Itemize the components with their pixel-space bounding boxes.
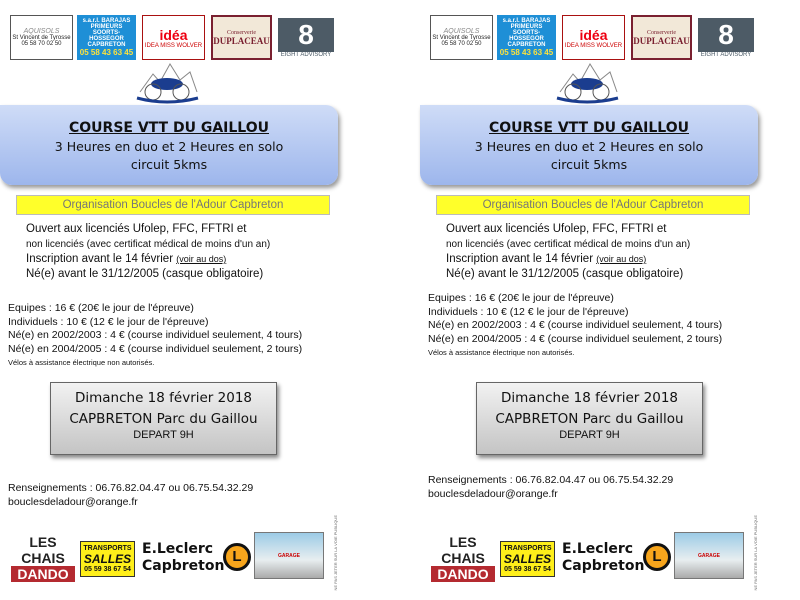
eligibility-block: Ouvert aux licenciés Ufolep, FFC, FFTRI et non licenciés (avec certificat médical de moins d'un an) Inscription avant le 14 février (voir au dos) Né(e) avant le 31/12/2005 (casque obligatoire) (26, 223, 271, 280)
see-back-link: (voir au dos) (596, 254, 647, 264)
leclerc-l-icon: L (223, 543, 251, 571)
event-circuit: circuit 5kms (130, 157, 208, 172)
club-cyclist-logo-icon (555, 62, 620, 104)
prices-block: Equipes : 16 € (20€ le jour de l'épreuve) Individuels : 10 € (12 € le jour de l'épreuve) Né(e) en 2002/2003 : 4 € (course individuel seulement, 4 tours) Né(e) en 2004/2005 : 4 € (course individuel seulement, 2 tours) Vélos à assistance électrique non autorisés. (8, 302, 303, 367)
club-cyclist-logo-icon (135, 62, 200, 104)
title-banner (0, 105, 338, 185)
event-date-box: Dimanche 18 février 2018 CAPBRETON Parc du Gaillou DEPART 9H (50, 382, 277, 455)
title-banner (420, 105, 758, 185)
contact-block: Renseignements : 06.76.82.04.47 ou 06.75.54.32.29 bouclesdeladour@orange.fr (8, 482, 254, 508)
organisation-banner: Organisation Boucles de l'Adour Capbreton (16, 195, 330, 215)
sponsor-logo-eight-advisory: 8 EIGHT ADVISORY (697, 15, 755, 60)
sponsor-logo-aquisols: AQUISOLS St Vincent de Tyrosse 05 58 70 02 50 (430, 15, 493, 60)
legal-notice: NE PAS JETER SUR LA VOIE PUBLIQUE (753, 515, 758, 591)
event-subtitle: 3 Heures en duo et 2 Heures en solo (54, 139, 284, 154)
event-circuit: circuit 5kms (550, 157, 628, 172)
contact-block: Renseignements : 06.76.82.04.47 ou 06.75.54.32.29 bouclesdeladour@orange.fr (428, 474, 674, 500)
sponsor-logo-garage: GARAGE (254, 532, 324, 579)
sponsor-logo-aquisols: AQUISOLS St Vincent de Tyrosse 05 58 70 02 50 (10, 15, 73, 60)
event-subtitle: 3 Heures en duo et 2 Heures en solo (474, 139, 704, 154)
flyer-right (420, 0, 800, 600)
sponsor-logo-barajas: s.a.r.l. BARAJAS PRIMEURS SOORTS-HOSSEGOR CAPBRETON 05 58 43 63 45 (77, 15, 136, 60)
sponsor-logo-duplaceau: Conserverie DUPLACEAU (211, 15, 272, 60)
prices-block: Equipes : 16 € (20€ le jour de l'épreuve) Individuels : 10 € (12 € le jour de l'épreuve) Né(e) en 2002/2003 : 4 € (course individuel seulement, 4 tours) Né(e) en 2004/2005 : 4 € (course individuel seulement, 2 tours) Vélos à assistance électrique non autorisés. (428, 292, 723, 357)
see-back-link: (voir au dos) (176, 254, 227, 264)
sponsor-logo-barajas: s.a.r.l. BARAJAS PRIMEURS SOORTS-HOSSEGOR CAPBRETON 05 58 43 63 45 (497, 15, 556, 60)
leclerc-l-icon: L (643, 543, 671, 571)
sponsor-logo-transports-salles: TRANSPORTS SALLES 05 59 38 67 54 (500, 541, 555, 577)
sponsor-logo-duplaceau: Conserverie DUPLACEAU (631, 15, 692, 60)
sponsor-logo-leclerc: E.Leclerc Capbreton (562, 541, 645, 574)
sponsor-logo-idea: idéa IDEA MISS WOLVER (142, 15, 205, 60)
sponsor-logo-chais-dando: LES CHAIS DANDO (430, 538, 496, 578)
eligibility-block: Ouvert aux licenciés Ufolep, FFC, FFTRI et non licenciés (avec certificat médical de moins d'un an) Inscription avant le 14 février (voir au dos) Né(e) avant le 31/12/2005 (casque obligatoire) (446, 223, 691, 280)
sponsor-logo-garage: GARAGE (674, 532, 744, 579)
sponsor-logo-chais-dando: LES CHAIS DANDO (10, 538, 76, 578)
organisation-banner: Organisation Boucles de l'Adour Capbreton (436, 195, 750, 215)
legal-notice: NE PAS JETER SUR LA VOIE PUBLIQUE (333, 515, 338, 591)
sponsor-logo-transports-salles: TRANSPORTS SALLES 05 59 38 67 54 (80, 541, 135, 577)
sponsor-logo-idea: idéa IDEA MISS WOLVER (562, 15, 625, 60)
sponsor-logo-eight-advisory: 8 EIGHT ADVISORY (277, 15, 335, 60)
sponsor-logo-leclerc: E.Leclerc Capbreton (142, 541, 225, 574)
event-title: COURSE VTT DU GAILLOU (489, 120, 689, 136)
event-date-box: Dimanche 18 février 2018 CAPBRETON Parc du Gaillou DEPART 9H (476, 382, 703, 455)
event-title: COURSE VTT DU GAILLOU (69, 120, 269, 136)
